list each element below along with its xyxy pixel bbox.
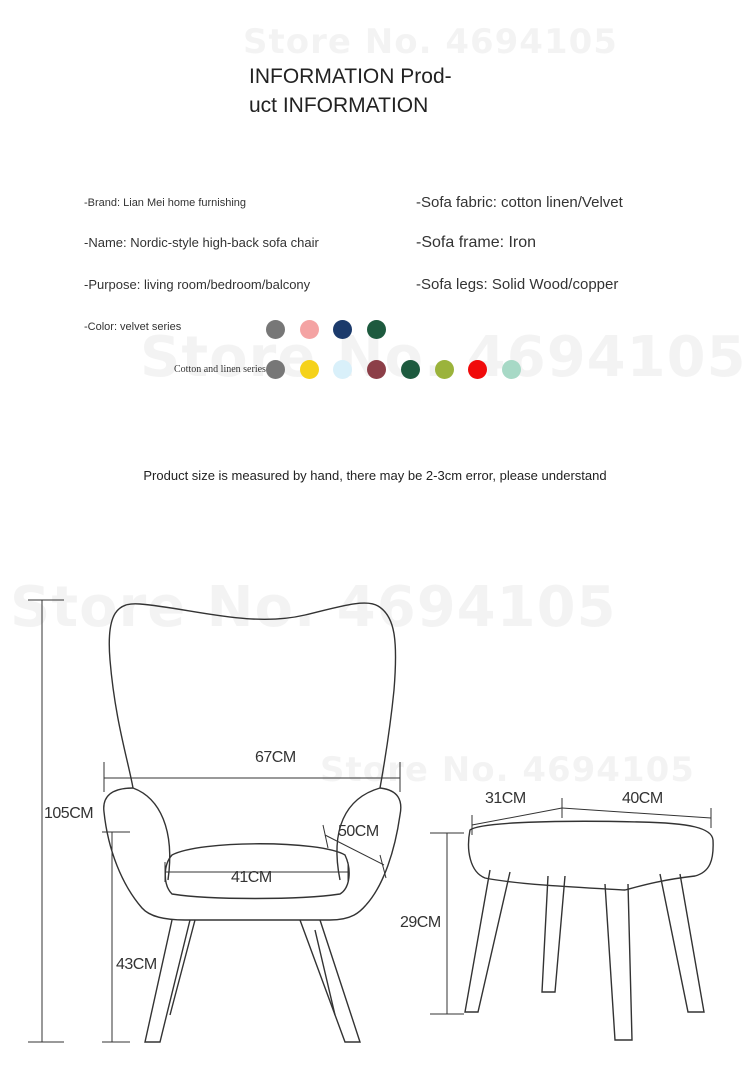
title-line-1: INFORMATION Prod- xyxy=(249,65,452,88)
dim-chair-width: 67CM xyxy=(255,749,296,766)
spec-frame: -Sofa frame: Iron xyxy=(416,234,537,251)
chair-left-arm xyxy=(104,788,366,920)
dim-stool-depth: 31CM xyxy=(485,790,526,807)
spec-purpose: -Purpose: living room/bedroom/balcony xyxy=(84,277,311,292)
stool-leg-front-left xyxy=(465,870,510,1012)
stool-leg-back-left xyxy=(542,876,565,992)
stool-leg-front-right xyxy=(605,884,632,1040)
spec-legs: -Sofa legs: Solid Wood/copper xyxy=(416,276,619,293)
chair-rear-left-leg xyxy=(170,920,195,1015)
chair-front-right-leg xyxy=(300,920,360,1042)
linen-series-label: Cotton and linen series xyxy=(174,364,266,375)
dim-chair-height: 105CM xyxy=(44,805,94,822)
spec-brand: -Brand: Lian Mei home furnishing xyxy=(84,197,247,209)
stool-top xyxy=(469,821,714,890)
dim-seat-depth: 50CM xyxy=(338,823,379,840)
spec-name: -Name: Nordic-style high-back sofa chair xyxy=(84,235,319,250)
chair-right-arm xyxy=(366,788,401,905)
dim-seat-width: 41CM xyxy=(231,869,272,886)
chair-backrest xyxy=(109,603,395,788)
spec-color: -Color: velvet series xyxy=(84,321,182,333)
title-line-2: uct INFORMATION xyxy=(249,94,429,117)
chair-rear-right-leg xyxy=(315,930,335,1015)
dim-seat-height: 43CM xyxy=(116,956,157,973)
spec-fabric: -Sofa fabric: cotton linen/Velvet xyxy=(416,194,623,211)
dim-stool-height: 29CM xyxy=(400,914,441,931)
dim-stool-width: 40CM xyxy=(622,790,663,807)
chair-front-left-leg xyxy=(145,920,190,1042)
measurement-note: Product size is measured by hand, there may be 2-3cm error, please understand xyxy=(143,468,607,483)
stool-leg-back-right xyxy=(660,874,704,1012)
